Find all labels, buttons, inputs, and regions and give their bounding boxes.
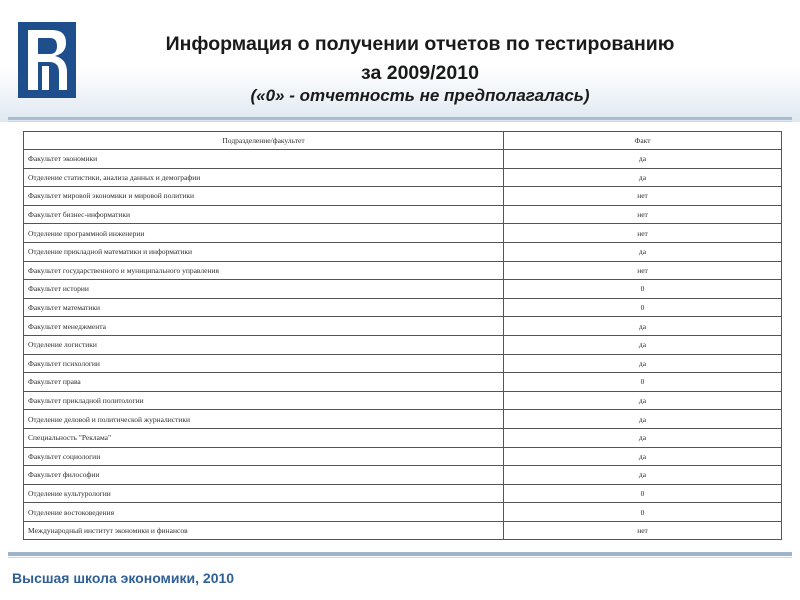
- department-cell: Отделение деловой и политической журналистики: [24, 410, 504, 429]
- fact-cell: да: [504, 150, 782, 169]
- header-divider: [8, 117, 792, 120]
- department-cell: Факультет бизнес-информатики: [24, 205, 504, 224]
- fact-cell: да: [504, 391, 782, 410]
- fact-cell: да: [504, 317, 782, 336]
- footer-divider: [8, 552, 792, 556]
- table-row: [24, 224, 782, 243]
- table-row: [24, 280, 782, 299]
- department-cell: Отделение востоковедения: [24, 503, 504, 522]
- department-cell: Факультет экономики: [24, 150, 504, 169]
- fact-cell: да: [504, 428, 782, 447]
- table-row: [24, 466, 782, 485]
- fact-cell: да: [504, 168, 782, 187]
- table-row: [24, 521, 782, 540]
- table-header-row: [24, 132, 782, 150]
- fact-cell: да: [504, 447, 782, 466]
- table-row: [24, 447, 782, 466]
- department-cell: Факультет философии: [24, 466, 504, 485]
- hse-logo: [18, 22, 76, 98]
- department-cell: Отделение статистики, анализа данных и демографии: [24, 168, 504, 187]
- fact-cell: нет: [504, 187, 782, 206]
- department-cell: Факультет математики: [24, 298, 504, 317]
- slide-title-line2: за 2009/2010: [361, 62, 479, 84]
- table-row: [24, 187, 782, 206]
- fact-cell: 0: [504, 373, 782, 392]
- fact-cell: 0: [504, 484, 782, 503]
- table-row: [24, 373, 782, 392]
- fact-cell: да: [504, 466, 782, 485]
- department-cell: Факультет прикладной политологии: [24, 391, 504, 410]
- table-row: [24, 354, 782, 373]
- department-cell: Факультет мировой экономики и мировой политики: [24, 187, 504, 206]
- fact-cell: 0: [504, 503, 782, 522]
- table-row: [24, 391, 782, 410]
- table-row: [24, 205, 782, 224]
- fact-cell: да: [504, 335, 782, 354]
- table-row: [24, 298, 782, 317]
- table-row: [24, 428, 782, 447]
- table-row: [24, 484, 782, 503]
- slide-title-line1: Информация о получении отчетов по тестированию: [165, 33, 675, 55]
- table-row: [24, 503, 782, 522]
- footer-divider-thin: [8, 557, 792, 558]
- fact-cell: нет: [504, 205, 782, 224]
- fact-cell: нет: [504, 261, 782, 280]
- table-row: [24, 335, 782, 354]
- fact-cell: да: [504, 410, 782, 429]
- table-row: [24, 261, 782, 280]
- header-divider-thin: [8, 121, 792, 122]
- department-cell: Отделение программной инженерии: [24, 224, 504, 243]
- department-cell: Отделение культурологии: [24, 484, 504, 503]
- department-cell: Специальность "Реклама": [24, 428, 504, 447]
- fact-cell: нет: [504, 224, 782, 243]
- department-cell: Факультет социологии: [24, 447, 504, 466]
- column-header-fact: Факт: [504, 132, 782, 150]
- department-cell: Факультет права: [24, 373, 504, 392]
- fact-cell: 0: [504, 298, 782, 317]
- department-cell: Факультет государственного и муниципального управления: [24, 261, 504, 280]
- fact-cell: нет: [504, 521, 782, 540]
- fact-cell: да: [504, 354, 782, 373]
- table-row: [24, 317, 782, 336]
- department-cell: Международный институт экономики и финансов: [24, 521, 504, 540]
- department-cell: Отделение прикладной математики и информатики: [24, 242, 504, 261]
- department-cell: Факультет психологии: [24, 354, 504, 373]
- fact-cell: да: [504, 242, 782, 261]
- department-cell: Факультет истории: [24, 280, 504, 299]
- table-row: [24, 168, 782, 187]
- fact-cell: 0: [504, 280, 782, 299]
- table-row: [24, 150, 782, 169]
- column-header-department: Подразделение/факультет: [24, 132, 504, 150]
- report-table: [23, 131, 782, 540]
- department-cell: Факультет менеджмента: [24, 317, 504, 336]
- footer-text: Высшая школа экономики, 2010: [12, 570, 235, 586]
- table-row: [24, 410, 782, 429]
- slide-subtitle: («0» - отчетность не предполагалась): [250, 86, 590, 105]
- table-row: [24, 242, 782, 261]
- department-cell: Отделение логистики: [24, 335, 504, 354]
